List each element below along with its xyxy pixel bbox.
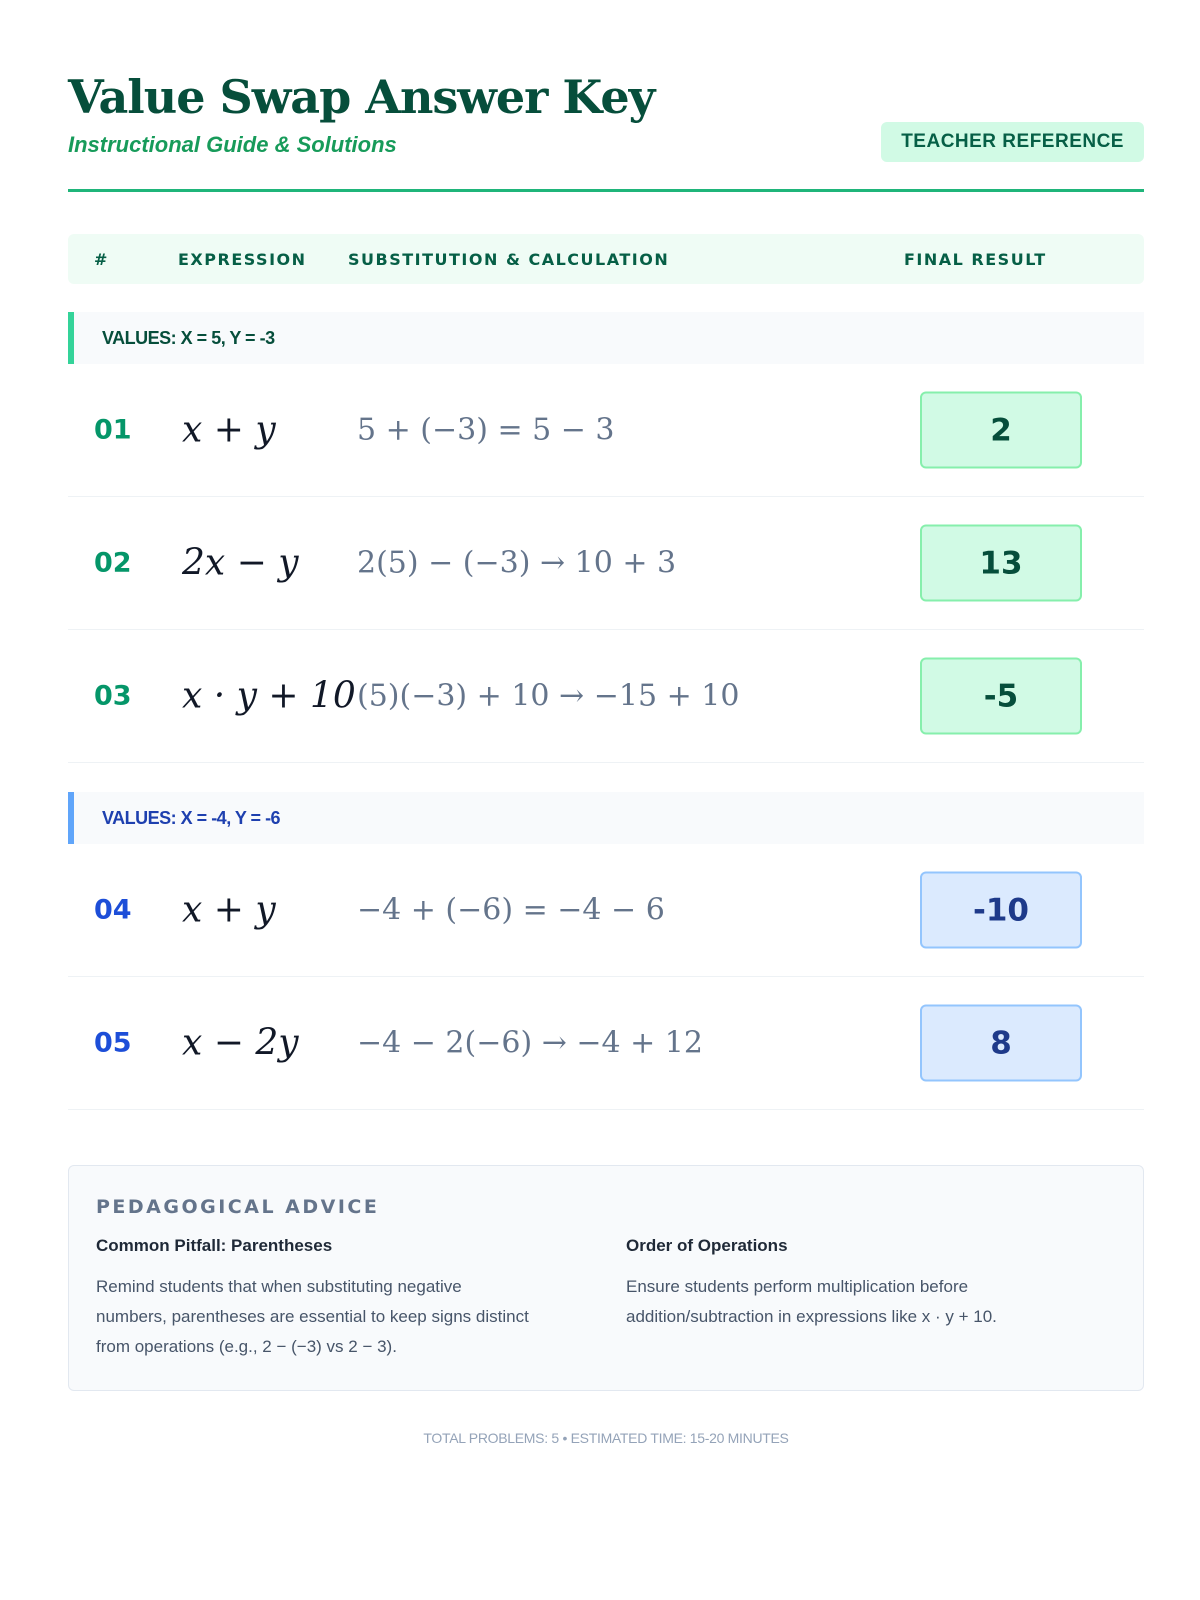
answer-key-page <box>68 0 1144 1446</box>
advice-heading: Order of Operations <box>626 1236 788 1255</box>
pedagogical-advice-panel <box>68 1165 1144 1391</box>
advice-column-parentheses <box>96 1236 536 1362</box>
final-result: 13 <box>920 525 1082 602</box>
table-header <box>68 234 1144 284</box>
problem-number: 04 <box>94 894 132 926</box>
page-subtitle: Instructional Guide & Solutions <box>68 132 397 157</box>
problem-number: 01 <box>94 414 132 446</box>
table-row <box>68 630 1144 763</box>
expression: x − 2y <box>182 1022 299 1064</box>
final-result: 8 <box>920 1005 1082 1082</box>
final-result: -10 <box>920 872 1082 949</box>
calculation: −4 + (−6) = −4 − 6 <box>357 892 665 928</box>
values-group-header-1 <box>68 312 1144 364</box>
advice-title: PEDAGOGICAL ADVICE <box>96 1196 380 1218</box>
advice-column-order-of-operations <box>626 1236 1096 1332</box>
values-group-label: VALUES: X = -4, Y = -6 <box>102 808 281 828</box>
calculation: (5)(−3) + 10 → −15 + 10 <box>357 678 740 714</box>
page-title: Value Swap Answer Key <box>68 70 655 124</box>
values-group-header-2 <box>68 792 1144 844</box>
page-footer: TOTAL PROBLEMS: 5 • ESTIMATED TIME: 15-20 MINUTES <box>423 1430 789 1446</box>
table-row <box>68 497 1144 630</box>
table-row <box>68 977 1144 1110</box>
values-group-label: VALUES: X = 5, Y = -3 <box>102 328 275 348</box>
table-row <box>68 844 1144 977</box>
column-header-expression: EXPRESSION <box>178 250 307 269</box>
page-header <box>68 0 1144 192</box>
problem-number: 02 <box>94 547 132 579</box>
final-result: 2 <box>920 392 1082 469</box>
expression: 2x − y <box>182 542 299 584</box>
calculation: −4 − 2(−6) → −4 + 12 <box>357 1025 703 1061</box>
column-header-result: FINAL RESULT <box>904 250 1047 269</box>
calculation: 5 + (−3) = 5 − 3 <box>357 412 615 448</box>
expression: x · y + 10 <box>182 675 356 717</box>
final-result: -5 <box>920 658 1082 735</box>
table-row <box>68 364 1144 497</box>
expression: x + y <box>182 409 276 451</box>
column-header-calculation: SUBSTITUTION & CALCULATION <box>348 250 670 269</box>
teacher-reference-badge: TEACHER REFERENCE <box>881 122 1144 162</box>
column-header-number: # <box>94 250 109 269</box>
advice-heading: Common Pitfall: Parentheses <box>96 1236 333 1255</box>
problem-number: 05 <box>94 1027 132 1059</box>
expression: x + y <box>182 889 276 931</box>
calculation: 2(5) − (−3) → 10 + 3 <box>357 545 677 581</box>
advice-body: Remind students that when substituting negative numbers, parentheses are essential to keep signs distinct from operations (e.g., 2 − (−3) vs 2 − 3). <box>96 1277 529 1356</box>
advice-body: Ensure students perform multiplication before addition/subtraction in expressions like x · y + 10. <box>626 1277 997 1326</box>
problem-number: 03 <box>94 680 132 712</box>
